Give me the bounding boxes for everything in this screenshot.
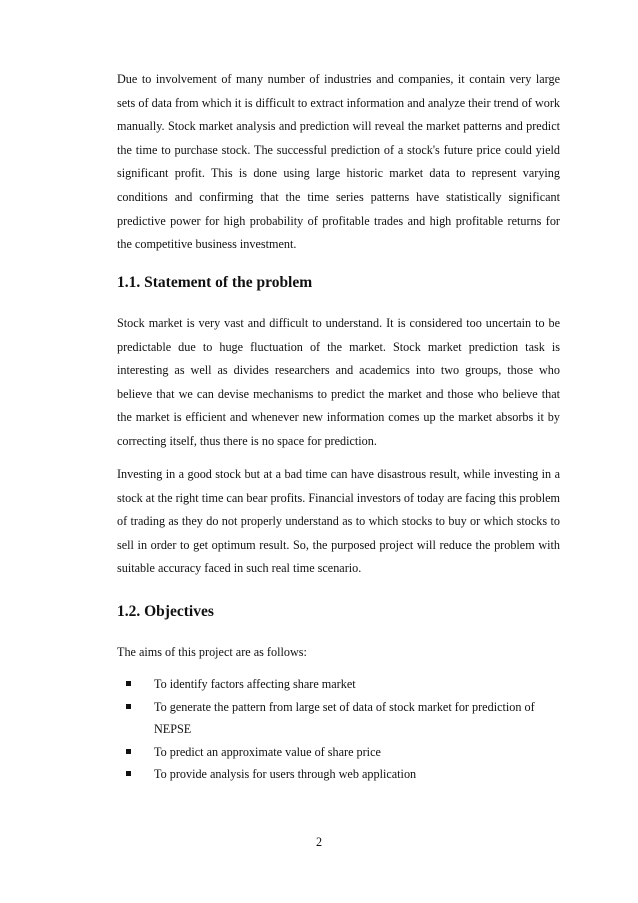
square-bullet-icon xyxy=(126,704,131,709)
intro-paragraph: Due to involvement of many number of industries and companies, it contain very large sets of data from which it is difficult to extract information and analyze their trend of work manually. Stock market analysis and prediction will reveal the market patterns and predict the time to purchase stock. The successful prediction of a stock's future price could yield significant profit. This is done using large historic market data to represent varying conditions and confirming that the time series patterns have statistically significant predictive power for high probability of profitable trades and high profitable returns for the competitive business investment. xyxy=(117,72,560,252)
list-item xyxy=(124,673,561,696)
aims-intro: The aims of this project are as follows: xyxy=(117,645,307,659)
square-bullet-icon xyxy=(126,749,131,754)
list-item xyxy=(124,741,561,764)
square-bullet-icon xyxy=(126,771,131,776)
list-item xyxy=(124,696,561,741)
list-item-text: To generate the pattern from large set of data of stock market for prediction of NEPSE xyxy=(154,699,535,736)
objectives-list xyxy=(124,673,561,786)
problem-heading: 1.1. Statement of the problem xyxy=(117,274,313,291)
list-item xyxy=(124,763,561,786)
list-item-text: To predict an approximate value of share price xyxy=(154,744,381,759)
list-item-text: To identify factors affecting share market xyxy=(154,677,356,691)
page-number: 2 xyxy=(315,835,323,849)
problem-paragraph-1: Stock market is very vast and difficult to understand. It is considered too uncertain to be predictable due to huge fluctuation of the market. Stock market prediction task is interesting as well as divides researchers and academics into two groups, those who believe that we can devise mechanisms to predict the market and those who believe that the market is efficient and whenever new information comes up the market absorbs it by correcting itself, thus there is no space for prediction. xyxy=(117,316,560,448)
square-bullet-icon xyxy=(126,681,131,686)
objectives-heading: 1.2. Objectives xyxy=(117,603,214,620)
problem-paragraph-2: Investing in a good stock but at a bad time can have disastrous result, while investing in a stock at the right time can bear profits. Financial investors of today are facing this problem of trading as they do not properly understand as to which stocks to buy or which stocks to sell in order to get optimum result. So, the purposed project will reduce the problem with suitable accuracy faced in such real time scenario. xyxy=(117,467,560,576)
list-item-text: To provide analysis for users through web application xyxy=(154,767,417,781)
